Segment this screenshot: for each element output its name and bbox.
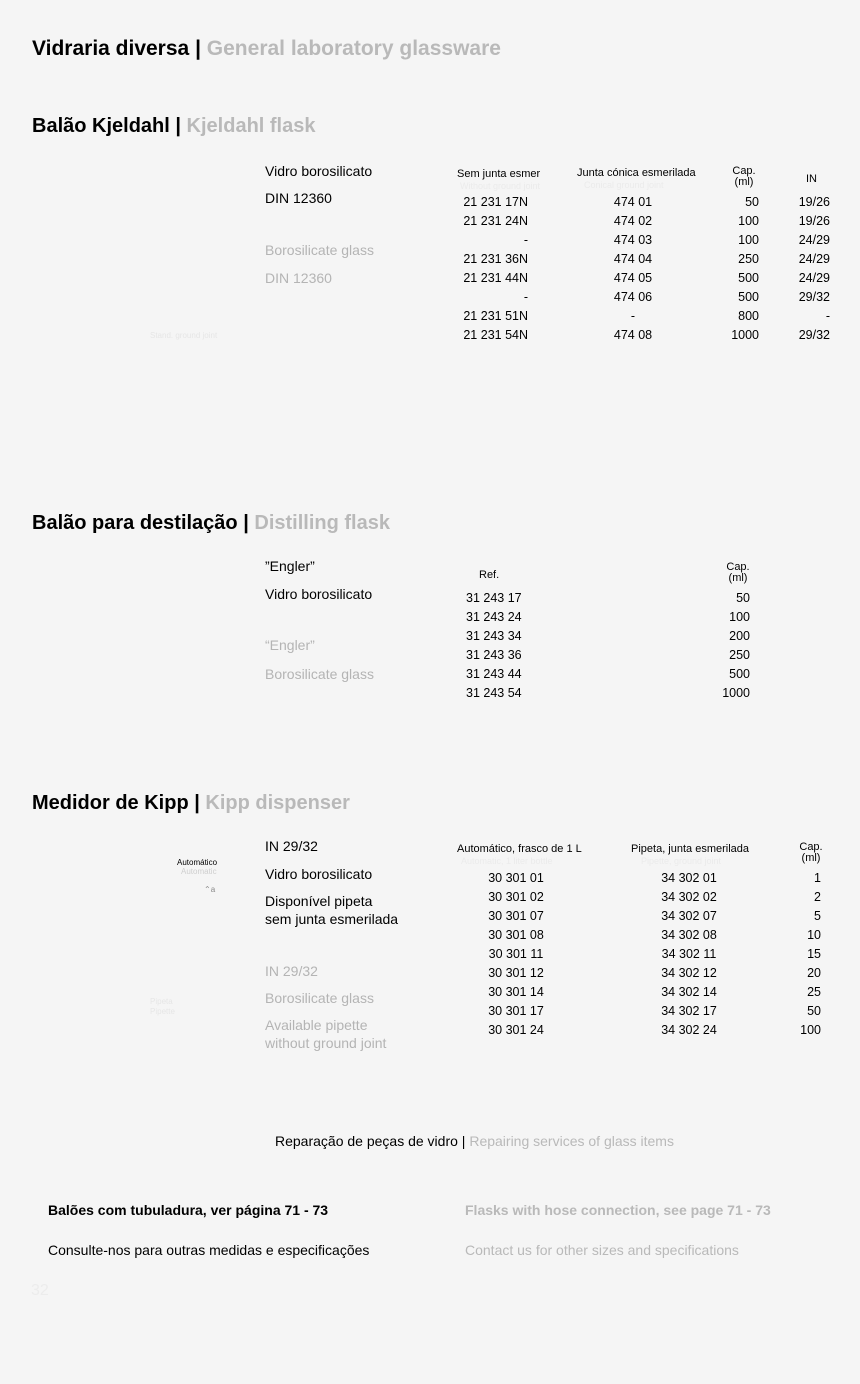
- distilling-cell-r3-c0: 31 243 36: [466, 648, 522, 662]
- repair-separator: |: [461, 1133, 466, 1149]
- kipp-header-col2-en: Pipette, ground joint: [641, 856, 722, 866]
- kipp-desc-en-4: without ground joint: [265, 1035, 387, 1051]
- kipp-side-pipette-pt: Pipeta: [150, 997, 173, 1006]
- kipp-cell-r8-c0: 30 301 24: [488, 1023, 544, 1037]
- kipp-cell-r0-c1: 34 302 01: [661, 871, 717, 885]
- kjeldahl-cell-r0-c2: 50: [745, 195, 759, 209]
- kjeldahl-cell-r7-c1: 474 08: [613, 328, 653, 342]
- kjeldahl-cell-r6-c1: -: [630, 309, 636, 323]
- kipp-desc-pt-1: IN 29/32: [265, 838, 318, 854]
- kipp-cell-r0-c0: 30 301 01: [488, 871, 544, 885]
- distilling-header-ref: Ref.: [479, 569, 500, 581]
- kipp-side-label-en: Automatic: [181, 867, 217, 876]
- distilling-title-en: Distilling flask: [254, 512, 390, 534]
- kipp-cell-r7-c0: 30 301 17: [488, 1004, 544, 1018]
- repair-line: [275, 1133, 674, 1149]
- kipp-cell-r6-c0: 30 301 14: [488, 985, 544, 999]
- title-separator: |: [195, 37, 201, 60]
- kipp-desc-en-3: Available pipette: [265, 1017, 368, 1033]
- kipp-desc-pt-3: Disponível pipeta: [265, 893, 373, 909]
- kipp-side-label-pt: Automático: [177, 858, 218, 867]
- kjeldahl-cell-r5-c0: -: [523, 290, 528, 304]
- kjeldahl-title-en: Kjeldahl flask: [186, 115, 316, 137]
- kjeldahl-desc-pt-1: Vidro borosilicato: [265, 163, 373, 179]
- kipp-cell-r2-c2: 5: [814, 909, 821, 923]
- kipp-cell-r0-c2: 1: [814, 871, 821, 885]
- kjeldahl-cell-r5-c1: 474 06: [613, 290, 653, 304]
- kjeldahl-header-col2-en: Conical ground joint: [584, 180, 664, 190]
- kjeldahl-header-cap: Cap. (ml): [732, 165, 756, 188]
- kipp-side-pipette-en: Pipette: [150, 1007, 175, 1016]
- footer-line2-pt: Consulte-nos para outras medidas e especificações: [48, 1242, 370, 1258]
- kipp-cell-r5-c2: 20: [807, 966, 821, 980]
- kipp-title-en: Kipp dispenser: [205, 792, 350, 814]
- page-title-pt: Vidraria diversa: [32, 37, 190, 60]
- kjeldahl-cell-r3-c3: 24/29: [798, 252, 830, 266]
- page-number: 32: [31, 1282, 49, 1299]
- kjeldahl-header-in: IN: [806, 173, 817, 185]
- kjeldahl-cell-r7-c2: 1000: [731, 328, 759, 342]
- kipp-cell-r5-c0: 30 301 12: [488, 966, 544, 980]
- kipp-cell-r4-c1: 34 302 11: [661, 947, 717, 961]
- repair-text-pt: Reparação de peças de vidro: [275, 1133, 458, 1149]
- kipp-cell-r2-c1: 34 302 07: [661, 909, 717, 923]
- repair-text-en: Repairing services of glass items: [469, 1133, 674, 1149]
- distilling-cell-r0-c0: 31 243 17: [466, 591, 522, 605]
- kjeldahl-cell-r4-c3: 24/29: [798, 271, 830, 285]
- kjeldahl-title-pt: Balão Kjeldahl: [32, 115, 170, 137]
- kjeldahl-cell-r2-c1: 474 03: [613, 233, 653, 247]
- kipp-cell-r8-c2: 100: [800, 1023, 821, 1037]
- kipp-header-col1-en: Automatic, 1 liter bottle: [461, 856, 553, 866]
- kipp-cell-r6-c1: 34 302 14: [661, 985, 717, 999]
- kipp-cell-r5-c1: 34 302 12: [661, 966, 717, 980]
- distilling-heading: [32, 512, 390, 535]
- kipp-header-col2: Pipeta, junta esmerilada: [631, 843, 750, 855]
- kjeldahl-cell-r7-c3: 29/32: [798, 328, 830, 342]
- kjeldahl-cell-r0-c3: 19/26: [798, 195, 830, 209]
- kjeldahl-cell-r1-c1: 474 02: [613, 214, 653, 228]
- distilling-desc-pt-1: ”Engler”: [265, 558, 315, 574]
- kipp-header-col1: Automático, frasco de 1 L: [457, 843, 582, 855]
- distilling-cell-r5-c1: 1000: [722, 686, 750, 700]
- distilling-cell-r2-c1: 200: [729, 629, 750, 643]
- distilling-cell-r2-c0: 31 243 34: [466, 629, 522, 643]
- kipp-desc-en-1: IN 29/32: [265, 963, 318, 979]
- kjeldahl-desc-pt-2: DIN 12360: [265, 190, 332, 206]
- kipp-heading: [32, 792, 350, 815]
- distilling-cell-r1-c1: 100: [729, 610, 750, 624]
- kjeldahl-cell-r1-c3: 19/26: [798, 214, 830, 228]
- kipp-cell-r2-c0: 30 301 07: [488, 909, 544, 923]
- kjeldahl-header-col1: Sem junta esmer: [457, 168, 541, 180]
- distilling-cell-r4-c1: 500: [729, 667, 750, 681]
- kjeldahl-separator: |: [175, 115, 181, 137]
- distilling-cell-r5-c0: 31 243 54: [466, 686, 522, 700]
- kjeldahl-cell-r4-c2: 500: [738, 271, 759, 285]
- kipp-cell-r7-c1: 34 302 17: [661, 1004, 717, 1018]
- distilling-header-cap: Cap. (ml): [726, 561, 750, 584]
- kjeldahl-header-col1-en: Without ground joint: [460, 181, 541, 191]
- kjeldahl-cell-r2-c0: -: [523, 233, 528, 247]
- footer-line1-pt: Balões com tubuladura, ver página 71 - 73: [48, 1202, 329, 1218]
- kipp-cell-r7-c2: 50: [807, 1004, 821, 1018]
- distilling-cell-r4-c0: 31 243 44: [466, 667, 522, 681]
- kipp-cell-r1-c2: 2: [814, 890, 821, 904]
- kipp-title-pt: Medidor de Kipp: [32, 792, 189, 814]
- kipp-desc-pt-2: Vidro borosilicato: [265, 866, 373, 882]
- kjeldahl-cell-r3-c2: 250: [738, 252, 759, 266]
- kjeldahl-cell-r7-c0: 21 231 54N: [463, 328, 528, 342]
- page-title-en: General laboratory glassware: [206, 37, 501, 60]
- kjeldahl-cell-r6-c3: -: [825, 309, 830, 323]
- kjeldahl-cell-r4-c0: 21 231 44N: [463, 271, 528, 285]
- kjeldahl-header-col2: Junta cónica esmerilada: [577, 167, 696, 179]
- kjeldahl-cell-r1-c2: 100: [738, 214, 759, 228]
- kipp-desc-en-2: Borosilicate glass: [265, 990, 374, 1006]
- kipp-cell-r8-c1: 34 302 24: [661, 1023, 717, 1037]
- kipp-desc-pt-4: sem junta esmerilada: [265, 911, 399, 927]
- kjeldahl-cell-r4-c1: 474 05: [613, 271, 653, 285]
- distilling-cell-r0-c1: 50: [736, 591, 750, 605]
- kjeldahl-cell-r3-c1: 474 04: [613, 252, 653, 266]
- kjeldahl-cell-r5-c3: 29/32: [798, 290, 830, 304]
- kjeldahl-desc-en-2: DIN 12360: [265, 270, 332, 286]
- kipp-side-mark: ⌃a: [204, 885, 216, 894]
- footer-line2-en: Contact us for other sizes and specifications: [465, 1242, 739, 1258]
- footer-line1-en: Flasks with hose connection, see page 71 - 73: [465, 1202, 771, 1218]
- kjeldahl-cell-r2-c3: 24/29: [798, 233, 830, 247]
- kipp-cell-r1-c1: 34 302 02: [661, 890, 717, 904]
- kjeldahl-cell-r6-c2: 800: [738, 309, 759, 323]
- kjeldahl-cell-r0-c1: 474 01: [613, 195, 653, 209]
- distilling-separator: |: [243, 512, 249, 534]
- distilling-title-pt: Balão para destilação: [32, 512, 238, 534]
- kjeldahl-cell-r6-c0: 21 231 51N: [463, 309, 528, 323]
- distilling-desc-pt-2: Vidro borosilicato: [265, 586, 373, 602]
- kipp-cell-r4-c2: 15: [807, 947, 821, 961]
- distilling-cell-r3-c1: 250: [729, 648, 750, 662]
- kipp-cell-r6-c2: 25: [807, 985, 821, 999]
- page-title: [32, 37, 501, 61]
- kipp-header-cap: Cap. (ml): [799, 841, 823, 864]
- kjeldahl-cell-r2-c2: 100: [738, 233, 759, 247]
- kjeldahl-cell-r1-c0: 21 231 24N: [463, 214, 528, 228]
- distilling-desc-en-2: Borosilicate glass: [265, 666, 374, 682]
- distilling-desc-en-1: “Engler”: [265, 637, 315, 653]
- kipp-cell-r4-c0: 30 301 11: [488, 947, 544, 961]
- kjeldahl-cell-r5-c2: 500: [738, 290, 759, 304]
- kipp-separator: |: [194, 792, 200, 814]
- kipp-cell-r3-c2: 10: [807, 928, 821, 942]
- kjeldahl-cell-r0-c0: 21 231 17N: [463, 195, 528, 209]
- kjeldahl-heading: [32, 115, 315, 138]
- kjeldahl-cell-r3-c0: 21 231 36N: [463, 252, 528, 266]
- kjeldahl-side-label: Stand. ground joint: [150, 331, 218, 340]
- kjeldahl-desc-en-1: Borosilicate glass: [265, 242, 374, 258]
- distilling-cell-r1-c0: 31 243 24: [466, 610, 522, 624]
- kipp-cell-r1-c0: 30 301 02: [488, 890, 544, 904]
- kipp-cell-r3-c0: 30 301 08: [488, 928, 544, 942]
- kipp-cell-r3-c1: 34 302 08: [661, 928, 717, 942]
